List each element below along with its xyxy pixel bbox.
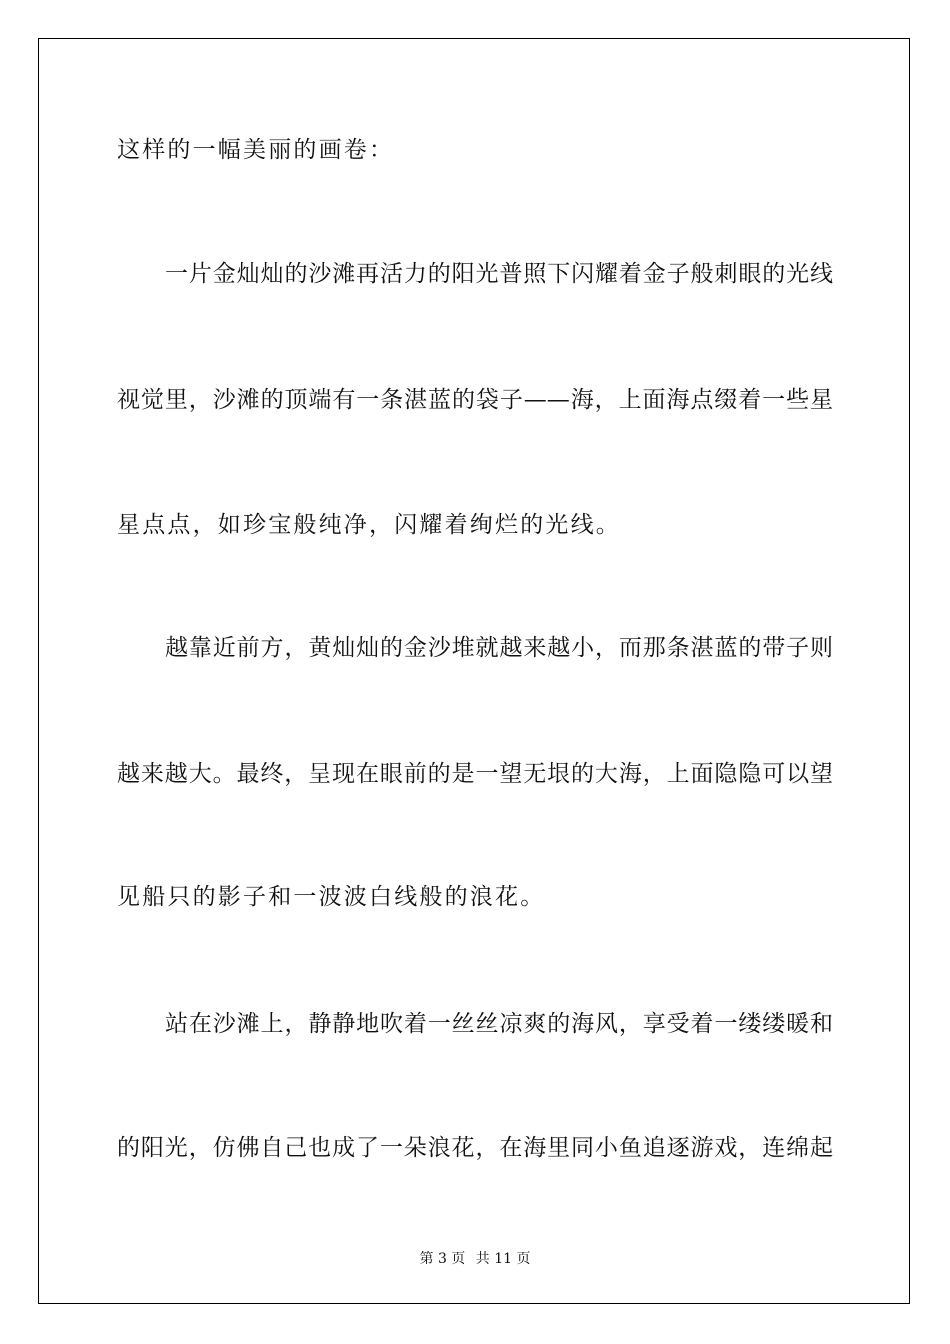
text-line: 越靠近前方，黄灿灿的金沙堆就越来越小，而那条湛蓝的带子则 <box>165 635 833 661</box>
text-line: 的阳光，仿佛自己也成了一朵浪花，在海里同小鱼追逐游戏，连绵起 <box>117 1135 833 1161</box>
page-footer <box>0 1248 950 1268</box>
text-line: 星点点，如珍宝般纯净，闪耀着绚烂的光线。 <box>117 512 621 538</box>
page-total: 共 11 页 <box>475 1251 531 1267</box>
text-line: 这样的一幅美丽的画卷： <box>117 137 395 163</box>
page-number: 第 3 页 <box>419 1251 466 1267</box>
text-line: 见船只的影子和一波波白线般的浪花。 <box>117 884 546 910</box>
text-line: 站在沙滩上，静静地吹着一丝丝凉爽的海风，享受着一缕缕暖和 <box>165 1011 833 1037</box>
text-line: 视觉里，沙滩的顶端有一条湛蓝的袋子——海，上面海点缀着一些星 <box>117 387 833 413</box>
page-border <box>38 38 910 1304</box>
text-line: 一片金灿灿的沙滩再活力的阳光普照下闪耀着金子般刺眼的光线 <box>165 261 833 287</box>
text-line: 越来越大。最终，呈现在眼前的是一望无垠的大海，上面隐隐可以望 <box>117 761 833 787</box>
